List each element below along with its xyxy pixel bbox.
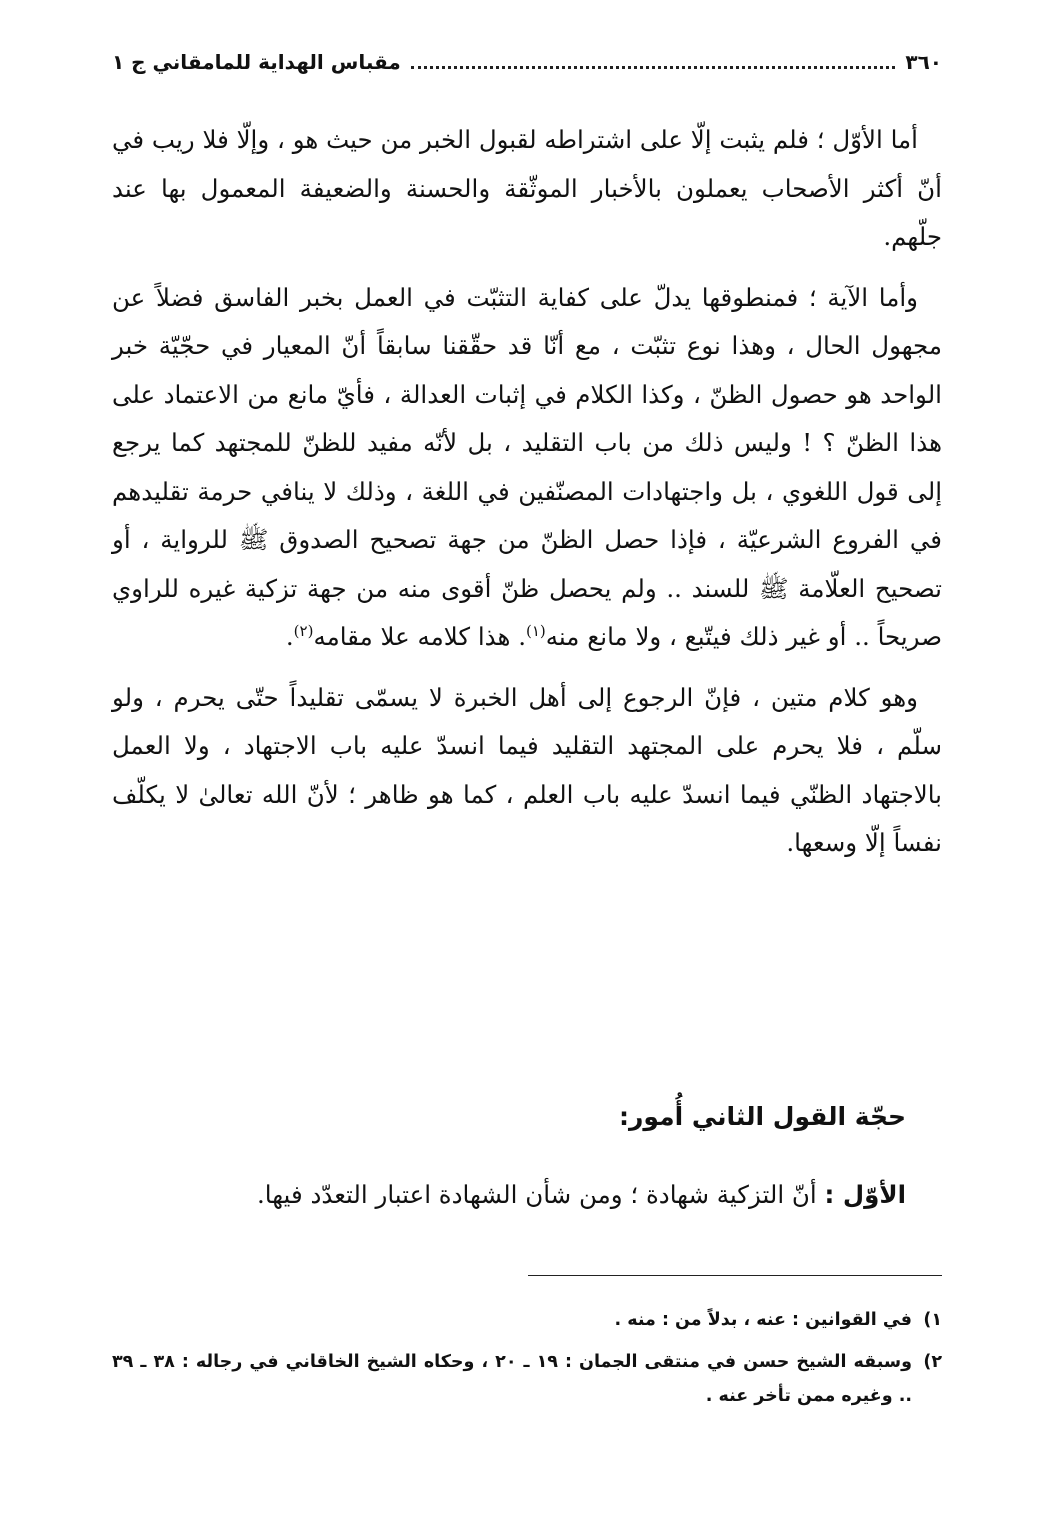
footnote-text: وسبقه الشيخ حسن في منتقى الجمان : ١٩ ـ ٢٠ ، وحكاه الشيخ الخاقاني في رجاله : ٣٨ ـ ٣٩ .. وغيره ممن تأخر عنه . [112,1352,912,1406]
running-title: مقباس الهداية للمامقاني ج ١ [112,50,401,74]
point-text: أنّ التزكية شهادة ؛ ومن شأن الشهادة اعتبار التعدّد فيها. [257,1180,825,1209]
paragraph-text: . هذا كلامه علا مقامه [313,622,526,651]
footnote [112,1303,942,1337]
footnote-separator [528,1275,942,1276]
dotted-leader [411,56,896,69]
paragraph [112,274,942,662]
footnotes [112,1303,942,1421]
paragraph-text: وهو كلام متين ، فإنّ الرجوع إلى أهل الخبرة لا يسمّى تقليداً حتّى يحرم ، ولو سلّم ، فلا يحرم على المجتهد التقليد فيما انسدّ عليه باب الاجتهاد ، ولا العمل بالاجتهاد الظنّي فيما انسدّ عليه باب العلم ، كما هو ظاهر ؛ لأنّ الله تعالىٰ لا يكلّف نفساً إلّا وسعها. [112,682,942,857]
paragraph-text: وأما الآية ؛ فمنطوقها يدلّ على كفاية التثبّت في العمل بخبر الفاسق فضلاً عن مجهول الحال ، وهذا نوع تثبّت ، مع أنّا قد حقّقنا سابقاً أنّ المعيار في حجّيّة خبر الواحد هو حصول الظنّ ، وكذا الكلام في إثبات العدالة ، فأيّ مانع من الاعتماد على هذا الظنّ ؟ ! وليس ذلك من باب التقليد ، بل لأنّه مفيد للظنّ للمجتهد كما يرجع إلى قول اللغوي ، بل واجتهادات المصنّفين في اللغة ، وذلك لا ينافي حرمة تقليدهم في الفروع الشرعيّة ، فإذا حصل الظنّ من جهة تصحيح الصدوق ﷺ للرواية ، أو تصحيح العلّامة ﷺ للسند .. ولم يحصل ظنّ أقوى منه من جهة تزكية غيره للراوي صريحاً .. أو غير ذلك فيتّبع ، ولا مانع منه [112,282,942,651]
paragraph [112,116,942,262]
footnote-number: ٢) [923,1352,942,1372]
section-heading: حجّة القول الثاني أُمور: [619,1102,906,1131]
footnote-text: في القوانين : عنه ، بدلاً من : منه . [614,1310,912,1330]
page-number: ٣٦٠ [905,50,942,74]
point-label: الأوّل : [824,1180,906,1209]
running-header [112,44,942,80]
first-point [112,1180,942,1209]
footnote-number: ١) [923,1310,942,1330]
footnote-ref: (١) [526,621,546,640]
footnote-ref: (٢) [293,621,314,640]
paragraph [112,674,942,868]
footnote [112,1345,942,1413]
main-text [112,116,942,880]
paragraph-text: . [285,622,294,651]
paragraph-text: أما الأوّل ؛ فلم يثبت إلّا على اشتراطه لقبول الخبر من حيث هو ، وإلّا فلا ريب في أنّ أكثر الأصحاب يعملون بالأخبار الموثّقة والحسنة والضعيفة المعمول بها عند جلّهم. [112,125,942,251]
